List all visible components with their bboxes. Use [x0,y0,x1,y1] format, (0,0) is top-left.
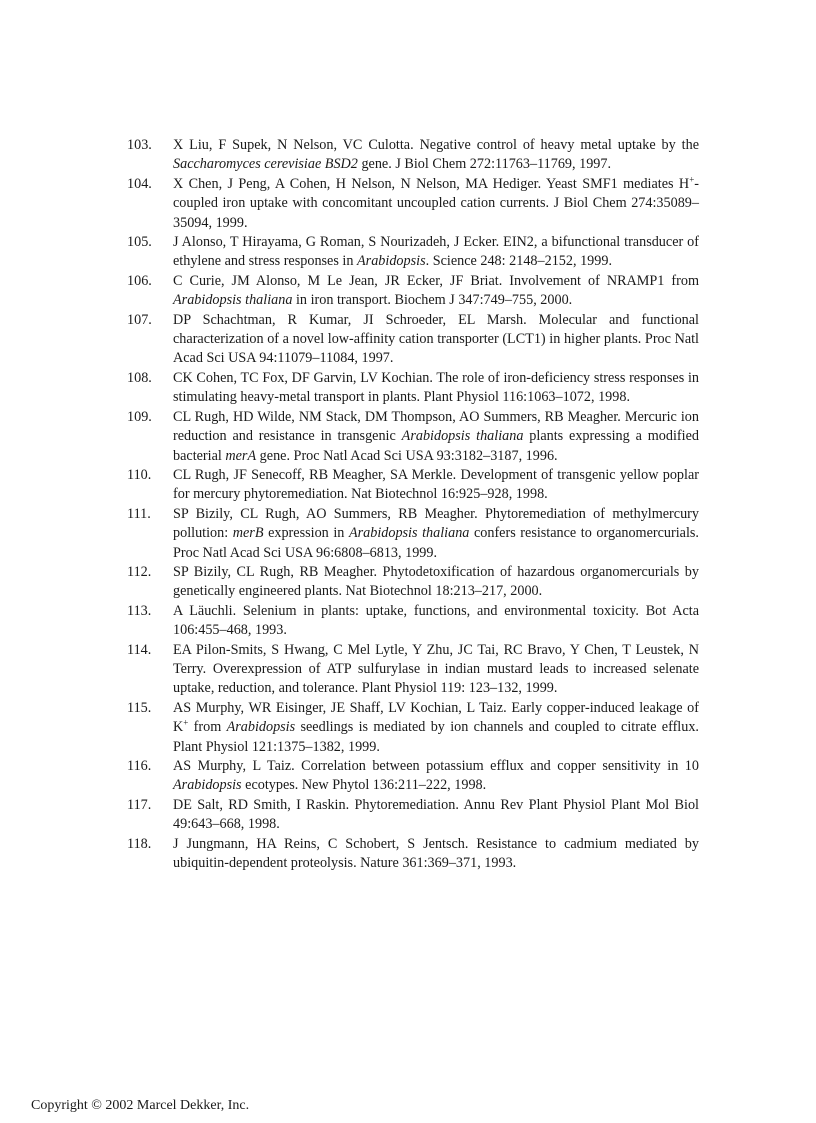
reference-number: 113. [127,602,152,619]
text-run: CL Rugh, HD Wilde, NM Stack, DM Thompson, AO Summers, RB Meagher. Mercuric ion reduction and resistance in transgenic [173,408,699,445]
text-run: X Chen, J Peng, A Cohen, H Nelson, N Nelson, MA Hediger. Yeast SMF1 mediates H [173,175,690,192]
reference-item [127,757,699,796]
reference-item [127,563,699,602]
italic-term: Arabidopsis [357,253,426,270]
reference-item [127,835,699,874]
reference-number: 108. [127,369,152,386]
text-run: J Alonso, T Hirayama, G Roman, S Nourizadeh, J Ecker. EIN2, a bifunctional transducer of ethylene and stress responses in [173,234,699,270]
reference-text [173,563,699,602]
text-run: CK Cohen, TC Fox, DF Garvin, LV Kochian. The role of iron-deficiency stress responses in stimulating heavy-metal transport in plants. Plant Physiol 116:1063–1072, 1998. [173,369,699,406]
reference-number: 105. [127,234,152,251]
reference-text [173,136,699,175]
reference-item [127,796,699,835]
text-run: ecotypes. New Phytol 136:211–222, 1998. [241,777,487,794]
reference-text [173,602,699,641]
text-run: seedlings is mediated by ion channels and coupled to citrate efflux. Plant Physiol 121:1375–1382, 1999. [173,719,699,755]
reference-number: 103. [127,137,152,153]
text-run: X Liu, F Supek, N Nelson, VC Culotta. Negative control of heavy metal uptake by the [173,137,699,153]
reference-text [173,408,699,466]
text-run: DE Salt, RD Smith, I Raskin. Phytoremediation. Annu Rev Plant Physiol Plant Mol Biol 49:643–668, 1998. [173,796,699,833]
text-run: SP Bizily, CL Rugh, AO Summers, RB Meagher. Phytoremediation of methylmercury pollution: [173,505,699,542]
italic-term: merB [232,525,264,542]
italic-term: Arabidopsis thaliana [401,428,524,445]
reference-item [127,233,699,272]
reference-text [173,175,699,233]
text-run: . Science 248: 2148–2152, 1999. [425,253,612,270]
reference-list [127,136,699,873]
reference-item [127,602,699,641]
text-run: DP Schachtman, R Kumar, JI Schroeder, EL Marsh. Molecular and functional characterization of a novel low-affinity cation transporter (LCT1) in higher plants. Proc Natl Acad Sci USA 94:11079–11084, 1997. [173,311,699,367]
reference-item [127,369,699,408]
reference-item [127,408,699,466]
reference-number: 111. [127,505,151,522]
reference-text [173,641,699,699]
superscript: + [689,174,695,185]
text-run: plants expressing a modified bacterial [173,428,699,464]
text-run: expression in [263,525,349,542]
italic-term: merA [225,447,257,464]
reference-text [173,505,699,563]
reference-text [173,699,699,757]
reference-number: 117. [127,796,152,813]
text-run: AS Murphy, WR Eisinger, JE Shaff, LV Kochian, L Taiz. Early copper-induced leakage of K [173,699,699,736]
text-run: from [188,719,227,736]
text-run: in iron transport. Biochem J 347:749–755, 2000. [292,292,573,309]
text-run: -coupled iron uptake with concomitant uncoupled cation currents. J Biol Chem 274:35089–35094, 1999. [173,175,699,231]
reference-item [127,641,699,699]
italic-term: Arabidopsis thaliana [348,525,470,542]
reference-number: 104. [127,175,152,192]
reference-number: 107. [127,311,152,328]
italic-term: Arabidopsis [173,777,242,794]
reference-number: 109. [127,408,152,425]
reference-number: 118. [127,835,152,852]
text-run: EA Pilon-Smits, S Hwang, C Mel Lytle, Y Zhu, JC Tai, RC Bravo, Y Chen, T Leustek, N Terry. Overexpression of ATP sulfurylase in indian mustard leads to increased selenate uptake, reduction, and tolerance. Plant Physiol 119: 123–132, 1999. [173,641,699,697]
reference-text [173,757,699,796]
italic-term: Arabidopsis thaliana [173,292,293,309]
text-run: gene. Proc Natl Acad Sci USA 93:3182–3187, 1996. [256,447,558,464]
reference-item [127,175,699,233]
text-run: A Läuchli. Selenium in plants: uptake, functions, and environmental toxicity. Bot Acta 106:455–468, 1993. [173,602,699,639]
text-run: AS Murphy, L Taiz. Correlation between potassium efflux and copper sensitivity in 10 [173,758,699,774]
reference-text [173,835,699,874]
reference-text [173,466,699,505]
reference-number: 116. [127,758,152,774]
reference-text [173,311,699,369]
text-run: gene. J Biol Chem 272:11763–11769, 1997. [357,156,612,173]
text-run: confers resistance to organomercurials. Proc Natl Acad Sci USA 96:6808–6813, 1999. [173,525,699,561]
text-run: J Jungmann, HA Reins, C Schobert, S Jentsch. Resistance to cadmium mediated by ubiquitin-dependent proteolysis. Nature 361:369–371, 1993. [173,835,699,872]
reference-number: 114. [127,641,152,658]
italic-term: Saccharomyces cerevisiae BSD2 [173,156,358,173]
italic-term: Arabidopsis [226,719,296,736]
reference-number: 110. [127,466,152,483]
reference-text [173,272,699,311]
reference-item [127,311,699,369]
reference-number: 112. [127,563,152,580]
reference-item [127,699,699,757]
reference-item [127,505,699,563]
copyright-footer: Copyright © 2002 Marcel Dekker, Inc. [31,1098,250,1113]
text-run: SP Bizily, CL Rugh, RB Meagher. Phytodetoxification of hazardous organomercurials by genetically engineered plants. Nat Biotechnol 18:213–217, 2000. [173,563,699,600]
superscript: + [183,717,189,728]
reference-item [127,466,699,505]
reference-text [173,796,699,835]
text-run: CL Rugh, JF Senecoff, RB Meagher, SA Merkle. Development of transgenic yellow poplar for mercury phytoremediation. Nat Biotechnol 16:925–928, 1998. [173,466,699,503]
reference-number: 115. [127,699,152,716]
reference-number: 106. [127,272,152,289]
reference-item [127,136,699,175]
text-run: C Curie, JM Alonso, M Le Jean, JR Ecker, JF Briat. Involvement of NRAMP1 from [173,272,699,289]
reference-text [173,369,699,408]
reference-item [127,272,699,311]
reference-text [173,233,699,272]
